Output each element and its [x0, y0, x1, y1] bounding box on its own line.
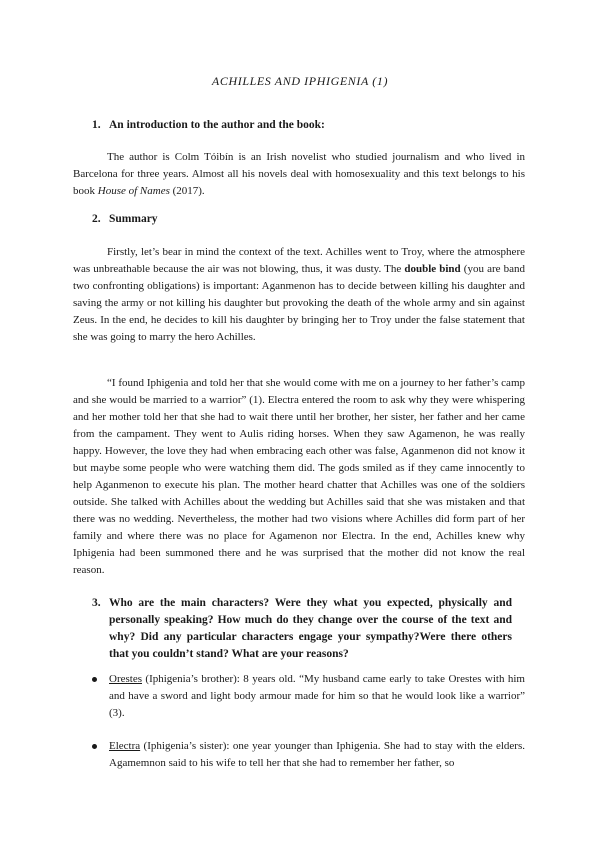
character-name: Orestes [109, 673, 142, 685]
book-title: House of Names [97, 185, 170, 197]
section-3-questions: Who are the main characters? Were they what you expected, physically and personally speaking? How much do they change over the course of the text and why? Did any particular characters engage your sympathy?Were there others that you couldn’t stand? What are your reasons? [109, 597, 512, 660]
bullet-icon [92, 744, 97, 749]
summary-text-quote: “I found Iphigenia and told her that she would come with me on a journey to her father’s camp and she would be married to a warrior” (1). Electra entered the room to ask why they were whispering and her mother told her that she had to wait there until her brother, her sister, her father and her came from the campament. They went to Aulis riding horses. When they saw Agamenon, he was really happy. However, the love they had when embracing each other was false, Aganmenon did not know it but maybe some people who were watching them did. The gods smiled as if they came innocently to help Aganmenon to execute his plan. The mother heard chatter that Achilles was one of the soldiers outside. She talked with Achilles about the wedding but Achilles said that she was mistaken and that there was no wedding. Nevertheless, the mother had two visions where Achilles did form part of her family and where there was no place for Agamenon nor Electra. In the end, Achilles knew why Iphigenia had been summoned there and he was surprised that the mother did not know the real reason. [73, 377, 525, 576]
summary-text-a: Firstly, let’s bear in mind the context of the text. Achilles went to Troy, where the atmosphere was unbreathable because the air was not blowing, thus, it was dusty. The [73, 246, 525, 275]
section-2-heading [92, 211, 512, 228]
section-1-heading [92, 117, 512, 134]
summary-text-b: (you are band two confronting obligations) is important: Aganmenon has to decide between killing his daughter and saving the army or not killing his daughter but provoking the death of the whole army and sin against Zeus. In the end, he decides to kill his daughter by bringing her to Troy under the false statement that she was going to marry the hero Achilles. [73, 263, 525, 343]
character-name: Electra [109, 740, 141, 752]
section-1-paragraph [73, 149, 525, 200]
double-bind-term: double bind [404, 263, 461, 275]
document-title: ACHILLES AND IPHIGENIA (1) [211, 74, 389, 88]
section-3-number: 3. [92, 597, 101, 609]
section-2-title: Summary [109, 213, 158, 225]
list-item [92, 738, 525, 772]
section-2-number: 2. [92, 213, 101, 225]
character-description: (Iphigenia’s sister): one year younger than Iphigenia. She had to stay with the elders. Agamemnon said to his wife to tell her that she had to remember her father, so [109, 740, 525, 769]
book-year: (2017). [169, 185, 205, 197]
summary-paragraph-2 [73, 375, 525, 579]
section-3-heading [92, 595, 512, 660]
author-text: The author is Colm Tóibín is an Irish novelist who studied journalism and who lived in Barcelona for three years. Almost all his novels deal with homosexuality and this text belongs to his book [73, 151, 525, 197]
character-description: (Iphigenia’s brother): 8 years old. “My husband came early to take Orestes with him and have a sword and light body armour made for him so that he would look like a warrior” (3). [109, 673, 525, 719]
list-item [92, 671, 525, 722]
section-1-number: 1. [92, 119, 101, 131]
bullet-icon [92, 677, 97, 682]
summary-paragraph-1 [73, 244, 525, 346]
section-1-title: An introduction to the author and the book: [109, 119, 325, 131]
